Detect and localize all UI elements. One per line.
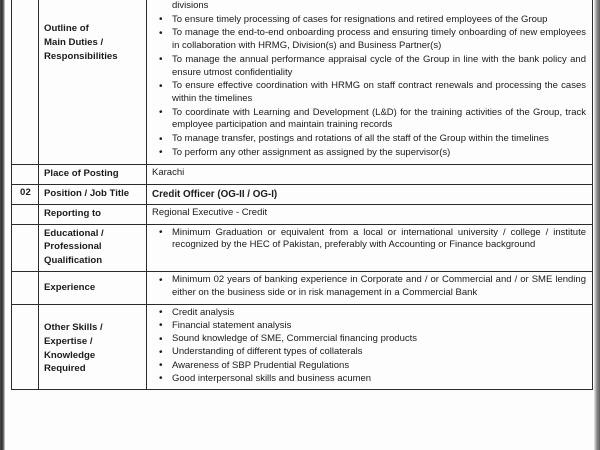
duties-bullet-list [152, 0, 588, 160]
row-label-experience: Experience [39, 272, 147, 304]
scan-edge-right [594, 0, 600, 450]
list-item: • Minimum Graduation or equivalent from a local or international university / college / institute recognized by the HEC of Pakistan, preferably with Accounting or Finance background [172, 227, 588, 252]
row-label-line: Educational / [44, 227, 104, 239]
list-item: • Sound knowledge of SME, Commercial financing products [172, 333, 588, 346]
list-item: • To ensure timely processing of cases for resignations and retired employees of the Group [172, 14, 588, 27]
row-value-place-of-posting: Karachi [147, 164, 593, 184]
row-serial [12, 272, 39, 304]
table-row [12, 272, 593, 304]
row-value-position-job-title: Credit Officer (OG-II / OG-I) [147, 184, 593, 204]
row-value-other-skills [147, 304, 593, 389]
list-item: • To perform any other assignment as assigned by the supervisor(s) [172, 147, 588, 160]
row-label-position-job-title: Position / Job Title [39, 184, 147, 204]
row-serial [12, 204, 39, 224]
row-serial [12, 0, 39, 164]
row-serial [12, 224, 39, 272]
list-item: • Good interpersonal skills and business acumen [172, 373, 588, 386]
row-label-line: Responsibilities [44, 50, 118, 62]
row-value-reporting-to: Regional Executive - Credit [147, 204, 593, 224]
list-item: • To manage transfer, postings and rotations of all the staff of the Group within the timelines [172, 133, 588, 146]
row-label-reporting-to: Reporting to [39, 204, 147, 224]
row-value-educational-qualification [147, 224, 593, 272]
table-row [12, 0, 593, 164]
row-value-outline-of-main-duties [147, 0, 593, 164]
list-item: • Awareness of SBP Prudential Regulations [172, 360, 588, 373]
row-label-line: Required [44, 363, 86, 375]
document-page [5, 0, 594, 450]
row-label-line: Knowledge [44, 349, 96, 361]
row-label-outline-of-main-duties [39, 0, 147, 164]
row-label-line: Outline of [44, 23, 89, 34]
row-value-experience [147, 272, 593, 304]
row-serial [12, 304, 39, 389]
row-label-line: Other Skills / [44, 321, 103, 333]
row-label-line: Main Duties / [44, 36, 104, 48]
list-item: • Financial statement analysis [172, 320, 588, 333]
skills-bullet-list [152, 307, 588, 386]
job-requirements-table [11, 0, 593, 390]
list-item: • Minimum 02 years of banking experience in Corporate and / or Commercial and / or SME lending either on the business side or in risk management in a Commercial Bank [172, 274, 588, 299]
table-row [12, 164, 593, 184]
row-label-educational-qualification [39, 224, 147, 272]
table-row [12, 304, 593, 389]
list-item: divisions [172, 0, 209, 11]
row-serial [12, 164, 39, 184]
table-row [12, 224, 593, 272]
qualification-bullet-list [152, 227, 588, 252]
row-label-line: Professional [44, 241, 102, 253]
list-item: • Credit analysis [172, 307, 588, 320]
list-item: • Understanding of different types of collaterals [172, 346, 588, 359]
list-item: • To ensure effective coordination with HRMG on staff contract renewals and processing the cases within the timelines [172, 80, 588, 105]
list-item: • To manage the annual performance appraisal cycle of the Group in line with the bank policy and ensure utmost confidentiality [172, 54, 588, 79]
list-item: • To manage the end-to-end onboarding process and ensuring timely onboarding of new employees in collaboration with HRMG, Division(s) and Business Partner(s) [172, 27, 588, 52]
experience-bullet-list [152, 274, 588, 299]
table-row [12, 204, 593, 224]
row-label-other-skills [39, 304, 147, 389]
row-label-line: Qualification [44, 255, 103, 267]
row-serial-02: 02 [12, 184, 39, 204]
row-label-place-of-posting: Place of Posting [39, 164, 147, 184]
row-label-line: Expertise / [44, 335, 93, 347]
table-row [12, 184, 593, 204]
list-item: • To coordinate with Learning and Development (L&D) for the training activities of the Group, track employee participation and maintain training records [172, 107, 588, 132]
